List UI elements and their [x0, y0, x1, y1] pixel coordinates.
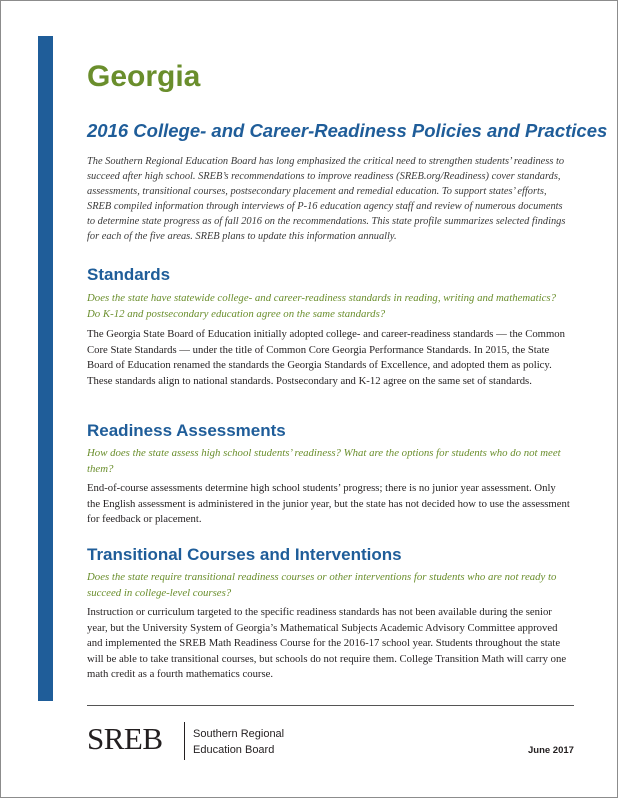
page-title: Georgia: [87, 60, 201, 93]
organization-name-line-1: Southern Regional: [193, 728, 285, 740]
section-question-transitional-courses: Does the state require transitional readiness courses or other interventions for students who are not ready to succeed in college-level courses?: [87, 571, 557, 599]
publication-date: June 2017: [528, 745, 574, 756]
section-body-readiness-assessments: End-of-course assessments determine high school students’ progress; there is no junior year assessment. Only the English assessment is administered in the junior year, but the state has not decided how to use the assessment for feedback or placement.: [87, 482, 570, 525]
section-body-transitional-courses: Instruction or curriculum targeted to the specific readiness standards has not been available during the senior year, but the University System of Georgia’s Mathematical Subjects Academic Advisory Committee approved and implemented the SREB Math Readiness Course for the 2016-17 school year. Students throughout the state will be able to take transitional courses, but schools do not require them. College Transition Math will carry one math credit as a fourth mathematics course.: [87, 606, 567, 680]
logo-divider: [184, 722, 185, 760]
organization-name-line-2: Education Board: [193, 743, 275, 756]
accent-side-bar: [38, 36, 53, 701]
intro-paragraph: The Southern Regional Education Board has long emphasized the critical need to strengthen students’ readiness to succeed after high school. SREB’s recommendations to improve readiness (SREB.org/Readiness) cover standards, assessments, transitional courses, postsecondary placement and remedial education. To support states’ efforts, SREB compiled information through interviews of P-16 education agency staff and review of numerous documents to determine state progress as of fall 2016 on the recommendations. This state profile summarizes selected findings for each of the five areas. SREB plans to update this information annually.: [87, 156, 566, 243]
section-heading-transitional-courses: Transitional Courses and Interventions: [87, 545, 402, 564]
sreb-logo: SREB: [87, 721, 163, 756]
section-question-readiness-assessments: How does the state assess high school students’ readiness? What are the options for students who do not meet them?: [87, 447, 561, 475]
page-subtitle: 2016 College- and Career-Readiness Policies and Practices: [87, 120, 608, 141]
section-heading-readiness-assessments: Readiness Assessments: [87, 421, 286, 440]
footer-divider: [87, 705, 574, 706]
section-body-standards: The Georgia State Board of Education initially adopted college- and career-readiness standards — the Common Core State Standards — under the title of Common Core Georgia Performance Standards. In 2015, the State Board of Education renamed the standards the Georgia Standards of Excellence, and adopted them as policy. These standards align to national standards. Postsecondary and K-12 agree on the same set of standards.: [87, 328, 565, 387]
section-question-standards: Does the state have statewide college- and career-readiness standards in reading, writing and mathematics? Do K-12 and postsecondary education agree on the same standards?: [87, 292, 556, 320]
organization-name: [193, 727, 284, 758]
section-heading-standards: Standards: [87, 265, 171, 284]
